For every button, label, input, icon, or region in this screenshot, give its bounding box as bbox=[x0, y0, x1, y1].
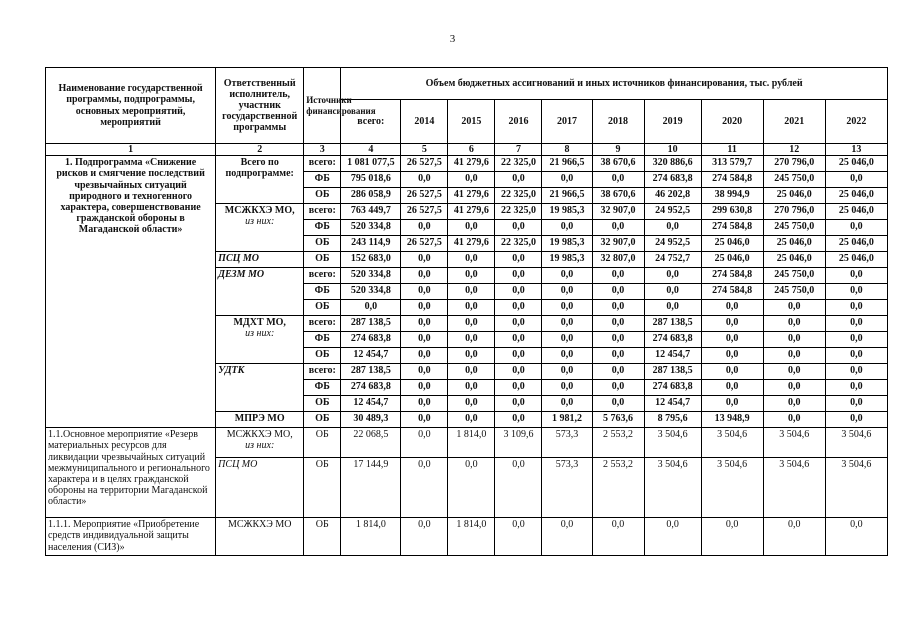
row-value: 0,0 bbox=[401, 332, 448, 348]
column-numbers-row bbox=[46, 144, 888, 156]
row-value: 0,0 bbox=[542, 364, 592, 380]
table-row bbox=[46, 156, 888, 172]
row-source: ОБ bbox=[304, 396, 341, 412]
row-value: 0,0 bbox=[495, 458, 542, 518]
row-value: 32 907,0 bbox=[592, 204, 644, 220]
header-volume: Объем бюджетных ассигнований и иных источников финансирования, тыс. рублей bbox=[341, 68, 888, 100]
row-value: 24 952,5 bbox=[644, 204, 701, 220]
executor-label: МСЖКХЭ МО, bbox=[226, 429, 293, 441]
header-total: всего: bbox=[341, 100, 401, 144]
row-executor bbox=[216, 412, 304, 428]
row-value: 19 985,3 bbox=[542, 204, 592, 220]
row-value: 0,0 bbox=[542, 396, 592, 412]
row-value: 0,0 bbox=[495, 252, 542, 268]
row-value: 0,0 bbox=[542, 348, 592, 364]
row-value: 2 553,2 bbox=[592, 458, 644, 518]
row-value: 1 814,0 bbox=[341, 518, 401, 556]
row-value: 0,0 bbox=[401, 364, 448, 380]
row-value: 25 046,0 bbox=[701, 236, 763, 252]
row-value: 38 670,6 bbox=[592, 188, 644, 204]
column-number: 8 bbox=[542, 144, 592, 156]
row-value: 274 683,8 bbox=[644, 172, 701, 188]
row-value: 245 750,0 bbox=[763, 268, 825, 284]
row-value: 25 046,0 bbox=[825, 236, 887, 252]
row-value: 24 952,5 bbox=[644, 236, 701, 252]
row-value: 41 279,6 bbox=[448, 188, 495, 204]
row-executor bbox=[216, 268, 304, 316]
row-executor bbox=[216, 428, 304, 458]
column-number: 1 bbox=[46, 144, 216, 156]
row-value: 287 138,5 bbox=[341, 316, 401, 332]
row-value: 3 504,6 bbox=[644, 458, 701, 518]
row-executor bbox=[216, 458, 304, 518]
row-value: 0,0 bbox=[495, 412, 542, 428]
header-year: 2020 bbox=[701, 100, 763, 144]
row-source: ОБ bbox=[304, 300, 341, 316]
row-value: 1 814,0 bbox=[448, 518, 495, 556]
row-value: 0,0 bbox=[448, 252, 495, 268]
row-value: 0,0 bbox=[401, 268, 448, 284]
row-value: 286 058,9 bbox=[341, 188, 401, 204]
row-value: 0,0 bbox=[825, 316, 887, 332]
row-value: 0,0 bbox=[401, 252, 448, 268]
row-value: 1 081 077,5 bbox=[341, 156, 401, 172]
row-value: 0,0 bbox=[825, 300, 887, 316]
row-value: 0,0 bbox=[542, 172, 592, 188]
row-value: 0,0 bbox=[542, 518, 592, 556]
row-source: всего: bbox=[304, 156, 341, 172]
row-source: всего: bbox=[304, 268, 341, 284]
row-value: 0,0 bbox=[495, 316, 542, 332]
header-year: 2021 bbox=[763, 100, 825, 144]
row-value: 0,0 bbox=[825, 284, 887, 300]
column-number: 12 bbox=[763, 144, 825, 156]
row-name: 1.1.Основное мероприятие «Резерв материальных ресурсов для ликвидации чрезвычайных ситуаций межмуниципального и регионального характера и в целях гражданской обороны на территории Магаданской области» bbox=[46, 428, 216, 518]
row-value: 0,0 bbox=[495, 518, 542, 556]
row-value: 0,0 bbox=[701, 316, 763, 332]
column-number: 9 bbox=[592, 144, 644, 156]
row-value: 0,0 bbox=[495, 348, 542, 364]
row-value: 0,0 bbox=[448, 220, 495, 236]
row-value: 3 504,6 bbox=[763, 428, 825, 458]
row-value: 0,0 bbox=[448, 396, 495, 412]
row-value: 520 334,8 bbox=[341, 220, 401, 236]
column-number: 2 bbox=[216, 144, 304, 156]
table-row bbox=[46, 428, 888, 458]
row-value: 0,0 bbox=[825, 348, 887, 364]
row-value: 25 046,0 bbox=[763, 188, 825, 204]
row-value: 8 795,6 bbox=[644, 412, 701, 428]
column-number: 5 bbox=[401, 144, 448, 156]
row-value: 0,0 bbox=[448, 364, 495, 380]
row-value: 520 334,8 bbox=[341, 284, 401, 300]
row-value: 0,0 bbox=[825, 412, 887, 428]
row-value: 0,0 bbox=[542, 284, 592, 300]
row-value: 0,0 bbox=[401, 348, 448, 364]
row-value: 763 449,7 bbox=[341, 204, 401, 220]
row-executor bbox=[216, 316, 304, 364]
row-executor bbox=[216, 518, 304, 556]
column-number: 13 bbox=[825, 144, 887, 156]
row-value: 274 584,8 bbox=[701, 284, 763, 300]
row-value: 22 325,0 bbox=[495, 156, 542, 172]
row-value: 0,0 bbox=[448, 268, 495, 284]
row-value: 0,0 bbox=[763, 364, 825, 380]
row-value: 22 325,0 bbox=[495, 236, 542, 252]
row-value: 0,0 bbox=[592, 172, 644, 188]
row-value: 274 683,8 bbox=[341, 332, 401, 348]
row-value: 0,0 bbox=[401, 380, 448, 396]
row-value: 13 948,9 bbox=[701, 412, 763, 428]
header-source: Источники финансирования bbox=[304, 68, 341, 144]
row-value: 3 504,6 bbox=[701, 458, 763, 518]
header-year: 2019 bbox=[644, 100, 701, 144]
row-value: 19 985,3 bbox=[542, 252, 592, 268]
row-value: 299 630,8 bbox=[701, 204, 763, 220]
row-value: 274 683,8 bbox=[644, 380, 701, 396]
row-value: 12 454,7 bbox=[644, 396, 701, 412]
row-value: 19 985,3 bbox=[542, 236, 592, 252]
row-value: 0,0 bbox=[495, 364, 542, 380]
row-source: ОБ bbox=[304, 348, 341, 364]
row-value: 0,0 bbox=[701, 332, 763, 348]
executor-label: МСЖКХЭ МО, bbox=[224, 205, 295, 217]
row-value: 0,0 bbox=[644, 220, 701, 236]
row-value: 21 966,5 bbox=[542, 188, 592, 204]
column-number: 11 bbox=[701, 144, 763, 156]
row-value: 287 138,5 bbox=[644, 316, 701, 332]
row-value: 0,0 bbox=[542, 316, 592, 332]
executor-label: МПРЭ МО bbox=[234, 413, 285, 425]
row-value: 41 279,6 bbox=[448, 236, 495, 252]
row-value: 270 796,0 bbox=[763, 156, 825, 172]
row-value: 26 527,5 bbox=[401, 188, 448, 204]
row-value: 0,0 bbox=[825, 172, 887, 188]
row-value: 245 750,0 bbox=[763, 172, 825, 188]
row-value: 17 144,9 bbox=[341, 458, 401, 518]
row-value: 0,0 bbox=[495, 284, 542, 300]
row-value: 0,0 bbox=[592, 396, 644, 412]
header-year: 2016 bbox=[495, 100, 542, 144]
row-value: 32 807,0 bbox=[592, 252, 644, 268]
header-year: 2017 bbox=[542, 100, 592, 144]
row-value: 313 579,7 bbox=[701, 156, 763, 172]
row-value: 25 046,0 bbox=[763, 252, 825, 268]
row-value: 245 750,0 bbox=[763, 220, 825, 236]
row-value: 0,0 bbox=[592, 332, 644, 348]
row-value: 3 504,6 bbox=[825, 428, 887, 458]
executor-label: ПСЦ МО bbox=[218, 253, 260, 265]
row-executor bbox=[216, 204, 304, 252]
row-value: 26 527,5 bbox=[401, 156, 448, 172]
row-value: 0,0 bbox=[592, 300, 644, 316]
row-name: 1.1.1. Мероприятие «Приобретение средств индивидуальной защиты населения (СИЗ)» bbox=[46, 518, 216, 556]
row-value: 0,0 bbox=[701, 364, 763, 380]
row-source: ОБ bbox=[304, 188, 341, 204]
row-value: 0,0 bbox=[401, 172, 448, 188]
row-value: 0,0 bbox=[763, 380, 825, 396]
row-value: 32 907,0 bbox=[592, 236, 644, 252]
row-value: 46 202,8 bbox=[644, 188, 701, 204]
row-value: 0,0 bbox=[448, 332, 495, 348]
row-value: 0,0 bbox=[495, 172, 542, 188]
row-value: 1 981,2 bbox=[542, 412, 592, 428]
row-value: 0,0 bbox=[701, 380, 763, 396]
row-value: 0,0 bbox=[763, 332, 825, 348]
column-number: 3 bbox=[304, 144, 341, 156]
header-year: 2022 bbox=[825, 100, 887, 144]
row-value: 274 584,8 bbox=[701, 172, 763, 188]
row-value: 22 325,0 bbox=[495, 204, 542, 220]
row-value: 0,0 bbox=[448, 348, 495, 364]
column-number: 7 bbox=[495, 144, 542, 156]
column-number: 6 bbox=[448, 144, 495, 156]
row-value: 0,0 bbox=[542, 300, 592, 316]
row-value: 0,0 bbox=[592, 380, 644, 396]
row-source: ОБ bbox=[304, 428, 341, 458]
row-value: 0,0 bbox=[495, 220, 542, 236]
row-value: 3 504,6 bbox=[763, 458, 825, 518]
row-value: 0,0 bbox=[448, 316, 495, 332]
row-value: 1 814,0 bbox=[448, 428, 495, 458]
row-value: 25 046,0 bbox=[825, 252, 887, 268]
row-value: 0,0 bbox=[448, 458, 495, 518]
row-source: ОБ bbox=[304, 518, 341, 556]
row-value: 2 553,2 bbox=[592, 428, 644, 458]
row-value: 243 114,9 bbox=[341, 236, 401, 252]
executor-sublabel: из них: bbox=[245, 328, 275, 340]
table-row bbox=[46, 518, 888, 556]
row-value: 12 454,7 bbox=[644, 348, 701, 364]
row-value: 30 489,3 bbox=[341, 412, 401, 428]
row-executor bbox=[216, 156, 304, 204]
row-value: 0,0 bbox=[401, 396, 448, 412]
row-value: 24 752,7 bbox=[644, 252, 701, 268]
row-value: 0,0 bbox=[401, 284, 448, 300]
executor-label: ДЕЗМ МО bbox=[218, 269, 265, 281]
row-value: 0,0 bbox=[495, 332, 542, 348]
header-executor: Ответственный исполнитель, участник государственной программы bbox=[216, 68, 304, 144]
row-source: ФБ bbox=[304, 284, 341, 300]
row-value: 22 325,0 bbox=[495, 188, 542, 204]
column-number: 4 bbox=[341, 144, 401, 156]
row-value: 0,0 bbox=[542, 380, 592, 396]
row-value: 0,0 bbox=[763, 300, 825, 316]
row-value: 0,0 bbox=[542, 332, 592, 348]
row-value: 0,0 bbox=[701, 396, 763, 412]
row-value: 3 504,6 bbox=[825, 458, 887, 518]
row-value: 0,0 bbox=[495, 380, 542, 396]
row-value: 22 068,5 bbox=[341, 428, 401, 458]
row-value: 25 046,0 bbox=[825, 188, 887, 204]
row-value: 3 109,6 bbox=[495, 428, 542, 458]
row-value: 0,0 bbox=[401, 220, 448, 236]
row-value: 0,0 bbox=[401, 412, 448, 428]
row-value: 0,0 bbox=[763, 396, 825, 412]
row-value: 274 584,8 bbox=[701, 220, 763, 236]
row-value: 0,0 bbox=[401, 316, 448, 332]
budget-table bbox=[45, 67, 888, 556]
row-value: 0,0 bbox=[644, 284, 701, 300]
page-number: 3 bbox=[449, 33, 456, 45]
column-number: 10 bbox=[644, 144, 701, 156]
executor-label: УДТК bbox=[218, 365, 245, 377]
row-value: 0,0 bbox=[763, 348, 825, 364]
row-value: 25 046,0 bbox=[701, 252, 763, 268]
row-value: 270 796,0 bbox=[763, 204, 825, 220]
row-value: 0,0 bbox=[701, 518, 763, 556]
header-year: 2015 bbox=[448, 100, 495, 144]
row-source: всего: bbox=[304, 204, 341, 220]
row-source: ФБ bbox=[304, 380, 341, 396]
row-value: 0,0 bbox=[644, 268, 701, 284]
row-value: 41 279,6 bbox=[448, 156, 495, 172]
row-value: 0,0 bbox=[825, 268, 887, 284]
row-value: 0,0 bbox=[448, 172, 495, 188]
header-year: 2018 bbox=[592, 100, 644, 144]
row-value: 0,0 bbox=[763, 316, 825, 332]
row-value: 25 046,0 bbox=[763, 236, 825, 252]
row-value: 0,0 bbox=[592, 364, 644, 380]
row-source: всего: bbox=[304, 364, 341, 380]
row-value: 274 683,8 bbox=[341, 380, 401, 396]
row-value: 0,0 bbox=[592, 348, 644, 364]
row-value: 320 886,6 bbox=[644, 156, 701, 172]
table-body bbox=[46, 144, 888, 556]
row-value: 0,0 bbox=[542, 268, 592, 284]
row-value: 21 966,5 bbox=[542, 156, 592, 172]
row-value: 0,0 bbox=[763, 412, 825, 428]
row-source: ОБ bbox=[304, 458, 341, 518]
row-value: 0,0 bbox=[701, 300, 763, 316]
executor-label: МДХТ МО, bbox=[233, 317, 286, 329]
row-value: 152 683,0 bbox=[341, 252, 401, 268]
executor-label: МСЖКХЭ МО bbox=[227, 519, 292, 531]
row-value: 0,0 bbox=[341, 300, 401, 316]
header-year: 2014 bbox=[401, 100, 448, 144]
row-value: 25 046,0 bbox=[825, 204, 887, 220]
row-value: 0,0 bbox=[825, 332, 887, 348]
row-source: всего: bbox=[304, 316, 341, 332]
executor-sublabel: из них: bbox=[245, 216, 275, 228]
row-value: 0,0 bbox=[495, 396, 542, 412]
row-value: 3 504,6 bbox=[644, 428, 701, 458]
row-value: 0,0 bbox=[592, 518, 644, 556]
row-source: ФБ bbox=[304, 220, 341, 236]
row-value: 0,0 bbox=[448, 300, 495, 316]
row-value: 38 670,6 bbox=[592, 156, 644, 172]
row-value: 0,0 bbox=[592, 268, 644, 284]
row-value: 0,0 bbox=[825, 380, 887, 396]
row-value: 0,0 bbox=[448, 412, 495, 428]
row-executor bbox=[216, 364, 304, 412]
row-value: 0,0 bbox=[542, 220, 592, 236]
row-value: 0,0 bbox=[401, 518, 448, 556]
row-value: 41 279,6 bbox=[448, 204, 495, 220]
executor-label: ПСЦ МО bbox=[218, 459, 258, 471]
executor-label: Всего по подпрограмме: bbox=[225, 157, 294, 180]
row-value: 245 750,0 bbox=[763, 284, 825, 300]
row-value: 0,0 bbox=[592, 284, 644, 300]
row-source: ОБ bbox=[304, 412, 341, 428]
row-value: 0,0 bbox=[401, 428, 448, 458]
row-value: 12 454,7 bbox=[341, 348, 401, 364]
row-source: ОБ bbox=[304, 252, 341, 268]
row-value: 520 334,8 bbox=[341, 268, 401, 284]
row-value: 0,0 bbox=[644, 300, 701, 316]
row-source: ОБ bbox=[304, 236, 341, 252]
row-value: 0,0 bbox=[401, 458, 448, 518]
row-value: 0,0 bbox=[825, 364, 887, 380]
row-value: 573,3 bbox=[542, 428, 592, 458]
row-value: 0,0 bbox=[592, 316, 644, 332]
row-name: 1. Подпрограмма «Снижение рисков и смягчение последствий чрезвычайных ситуаций природного и техногенного характера, совершенствование гражданской обороны в Магаданской области» bbox=[46, 156, 216, 428]
row-value: 0,0 bbox=[825, 396, 887, 412]
row-value: 0,0 bbox=[825, 220, 887, 236]
row-value: 3 504,6 bbox=[701, 428, 763, 458]
row-value: 0,0 bbox=[401, 300, 448, 316]
row-source: ФБ bbox=[304, 172, 341, 188]
row-value: 0,0 bbox=[495, 268, 542, 284]
row-value: 26 527,5 bbox=[401, 204, 448, 220]
row-value: 795 018,6 bbox=[341, 172, 401, 188]
row-value: 287 138,5 bbox=[644, 364, 701, 380]
row-source: ФБ bbox=[304, 332, 341, 348]
row-value: 0,0 bbox=[825, 518, 887, 556]
header-name: Наименование государственной программы, подпрограммы, основных мероприятий, мероприятий bbox=[46, 68, 216, 144]
row-value: 0,0 bbox=[701, 348, 763, 364]
row-value: 12 454,7 bbox=[341, 396, 401, 412]
row-value: 287 138,5 bbox=[341, 364, 401, 380]
executor-sublabel: из них: bbox=[245, 440, 275, 452]
row-value: 5 763,6 bbox=[592, 412, 644, 428]
row-value: 38 994,9 bbox=[701, 188, 763, 204]
row-value: 0,0 bbox=[763, 518, 825, 556]
row-executor bbox=[216, 252, 304, 268]
row-value: 0,0 bbox=[448, 284, 495, 300]
row-value: 25 046,0 bbox=[825, 156, 887, 172]
row-value: 26 527,5 bbox=[401, 236, 448, 252]
row-value: 0,0 bbox=[644, 518, 701, 556]
row-value: 274 584,8 bbox=[701, 268, 763, 284]
row-value: 573,3 bbox=[542, 458, 592, 518]
row-value: 0,0 bbox=[448, 380, 495, 396]
row-value: 0,0 bbox=[495, 300, 542, 316]
row-value: 0,0 bbox=[592, 220, 644, 236]
row-value: 274 683,8 bbox=[644, 332, 701, 348]
